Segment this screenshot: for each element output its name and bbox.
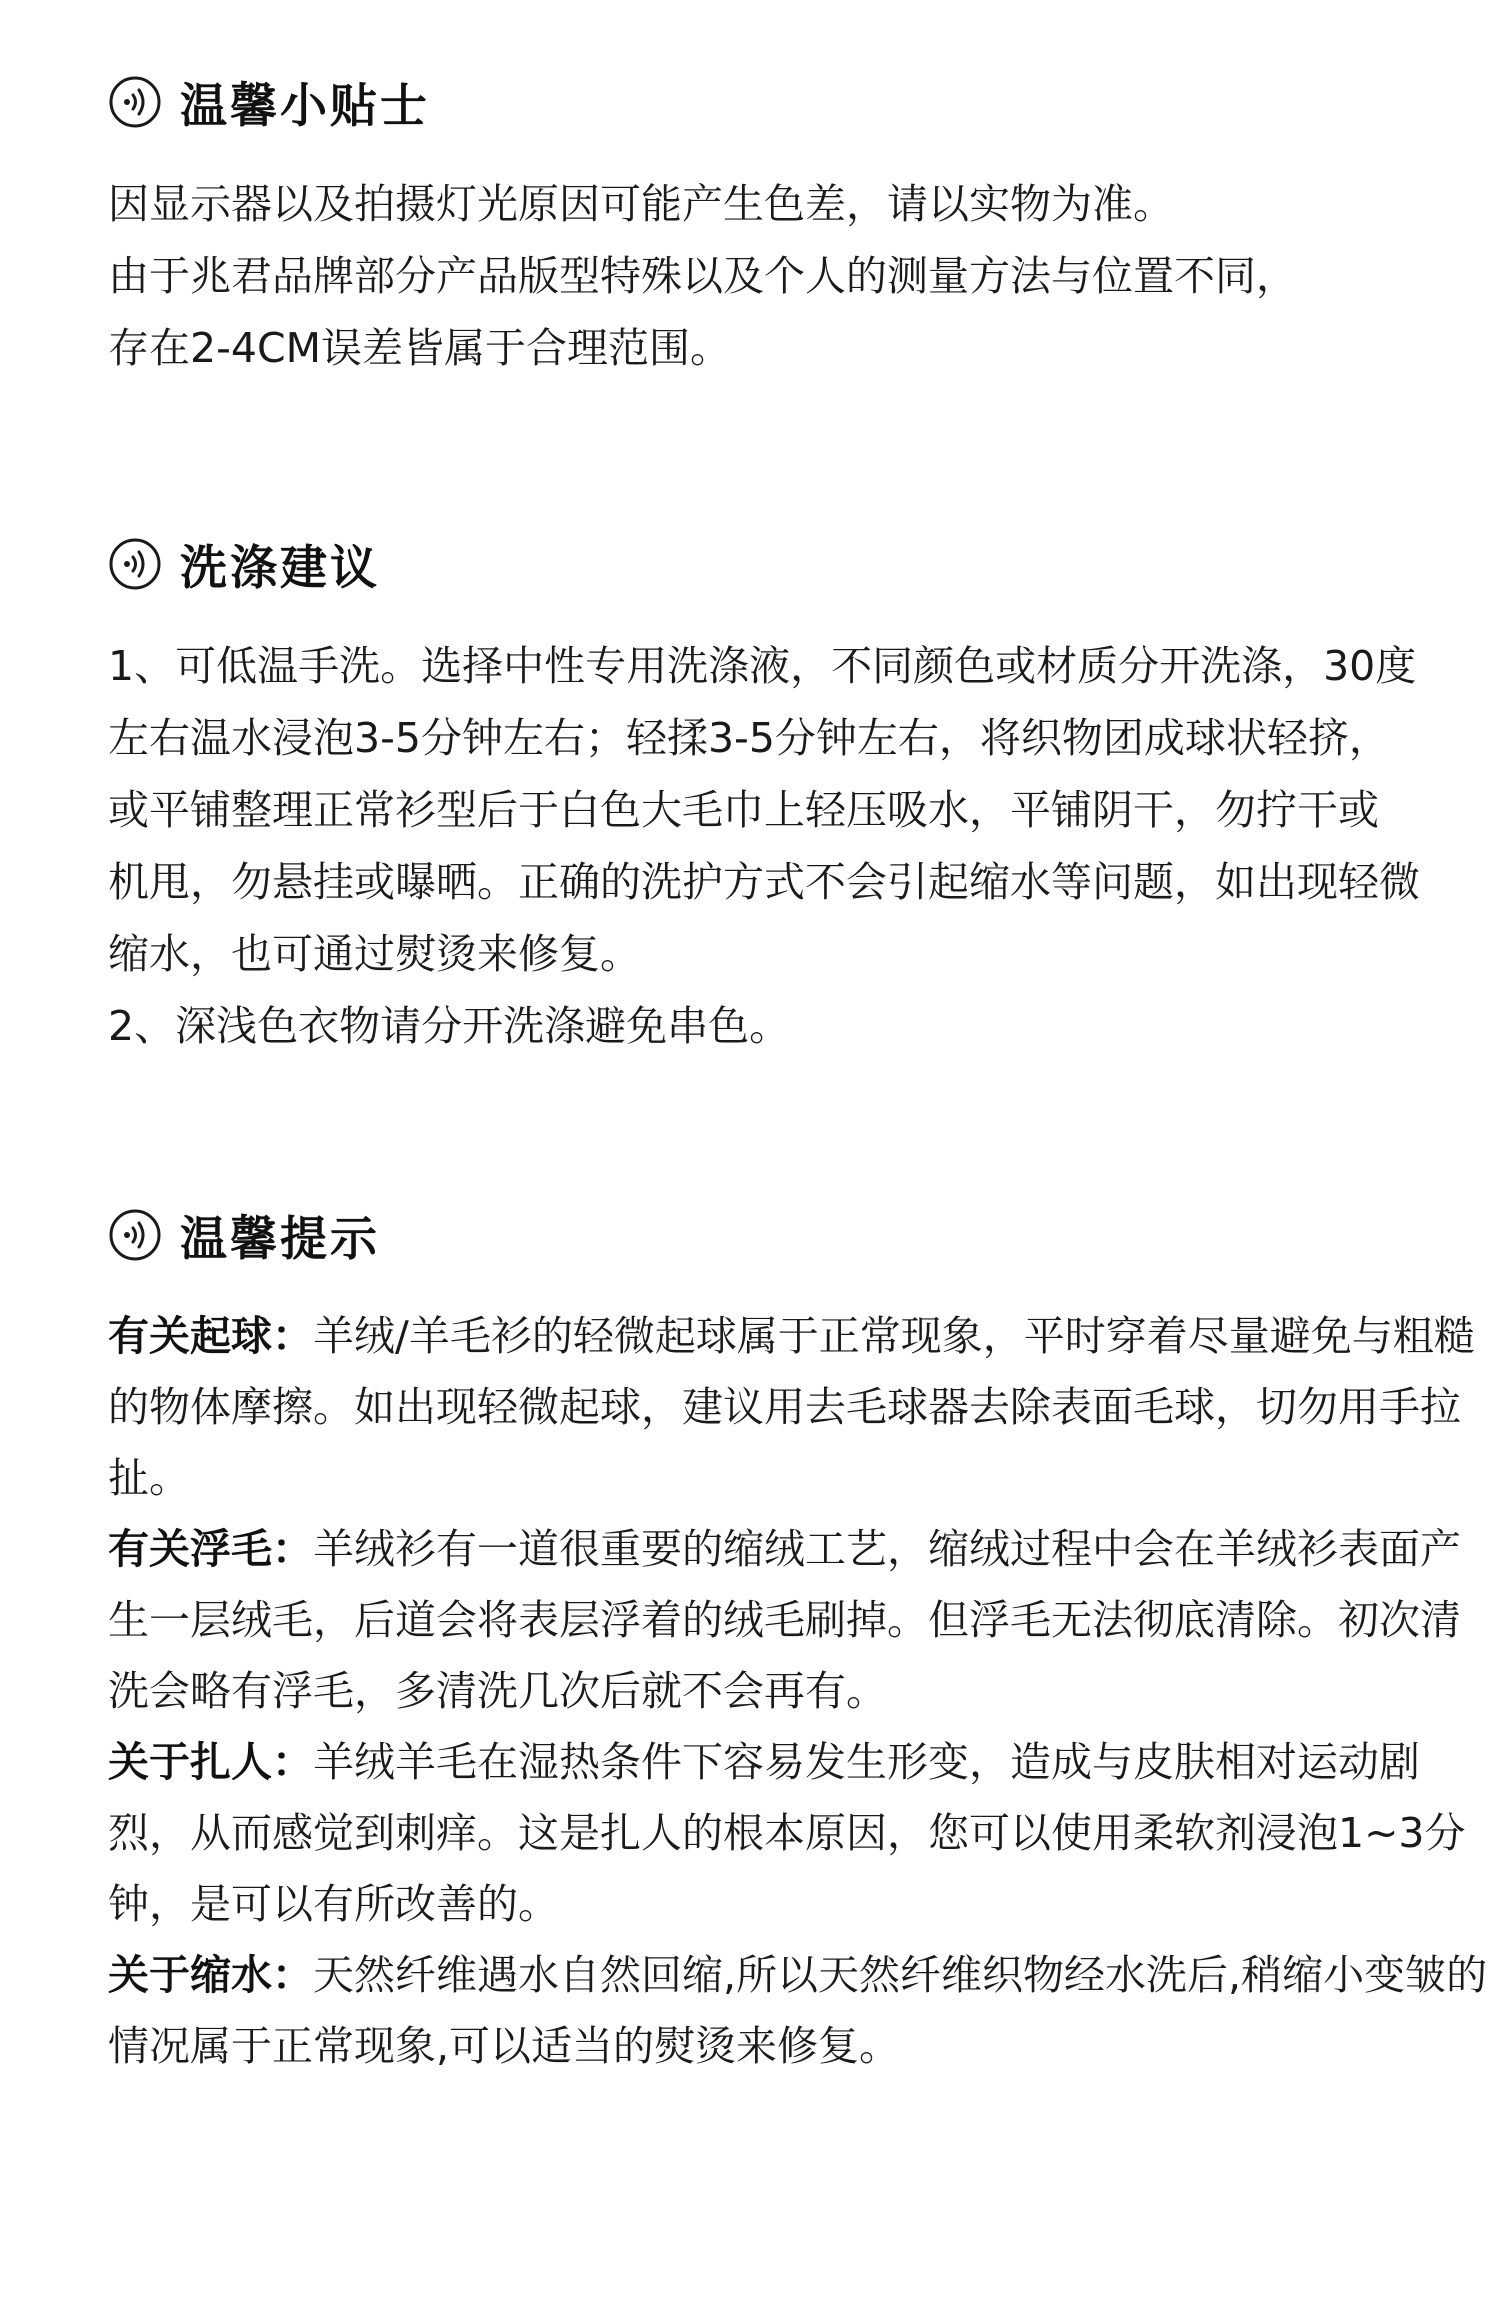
tip-shrinkage xyxy=(108,1940,1488,2082)
tip-label: 关于扎人： xyxy=(108,1738,313,1786)
section-header xyxy=(108,62,1488,142)
tip-pilling xyxy=(108,1301,1488,1514)
section-body xyxy=(108,630,1488,1062)
tip-label: 有关浮毛： xyxy=(108,1525,313,1573)
tip-itchiness xyxy=(108,1727,1488,1940)
section-header xyxy=(108,524,1488,604)
tip-text: 天然纤维遇水自然回缩,所以天然纤维织物经水洗后,稍缩小变皱的情况属于正常现象,可以适当的熨烫来修复。 xyxy=(108,1951,1488,2070)
body-line: 存在2-4CM误差皆属于合理范围。 xyxy=(108,324,731,372)
section-warm-tips xyxy=(108,62,1488,384)
body-line: 由于兆君品牌部分产品版型特殊以及个人的测量方法与位置不同， xyxy=(108,252,1297,300)
sound-wave-icon xyxy=(108,537,162,591)
tip-label: 有关起球： xyxy=(108,1312,313,1360)
section-care-notes xyxy=(108,1195,1488,2082)
section-body xyxy=(108,168,1488,384)
sound-wave-icon xyxy=(108,75,162,129)
section-title: 洗涤建议 xyxy=(180,540,380,596)
section-header xyxy=(108,1195,1488,1275)
tip-text: 羊绒/羊毛衫的轻微起球属于正常现象，平时穿着尽量避免与粗糙的物体摩擦。如出现轻微起球，建议用去毛球器去除表面毛球，切勿用手拉扯。 xyxy=(108,1312,1475,1502)
body-line: 2、深浅色衣物请分开洗涤避免串色。 xyxy=(108,1002,791,1050)
body-line: 因显示器以及拍摄灯光原因可能产生色差，请以实物为准。 xyxy=(108,180,1174,228)
section-washing-advice xyxy=(108,524,1488,1062)
sound-wave-icon xyxy=(108,1208,162,1262)
section-body xyxy=(108,1301,1488,2082)
body-line: 左右温水浸泡3-5分钟左右；轻揉3-5分钟左右，将织物团成球状轻挤， xyxy=(108,714,1390,762)
tip-text: 羊绒羊毛在湿热条件下容易发生形变，造成与皮肤相对运动剧烈，从而感觉到刺痒。这是扎人的根本原因，您可以使用柔软剂浸泡1~3分钟，是可以有所改善的。 xyxy=(108,1738,1466,1928)
body-line: 缩水，也可通过熨烫来修复。 xyxy=(108,930,641,978)
body-line: 机甩，勿悬挂或曝晒。正确的洗护方式不会引起缩水等问题，如出现轻微 xyxy=(108,858,1420,906)
body-line: 或平铺整理正常衫型后于白色大毛巾上轻压吸水，平铺阴干，勿拧干或 xyxy=(108,786,1379,834)
tip-loose-fibers xyxy=(108,1514,1488,1727)
body-line: 1、可低温手洗。选择中性专用洗涤液，不同颜色或材质分开洗涤，30度 xyxy=(108,642,1417,690)
tip-text: 羊绒衫有一道很重要的缩绒工艺，缩绒过程中会在羊绒衫表面产生一层绒毛，后道会将表层浮着的绒毛刷掉。但浮毛无法彻底清除。初次清洗会略有浮毛，多清洗几次后就不会再有。 xyxy=(108,1525,1461,1715)
tip-label: 关于缩水： xyxy=(108,1951,313,1999)
section-title: 温馨小贴士 xyxy=(180,78,430,134)
section-title: 温馨提示 xyxy=(180,1211,380,1267)
